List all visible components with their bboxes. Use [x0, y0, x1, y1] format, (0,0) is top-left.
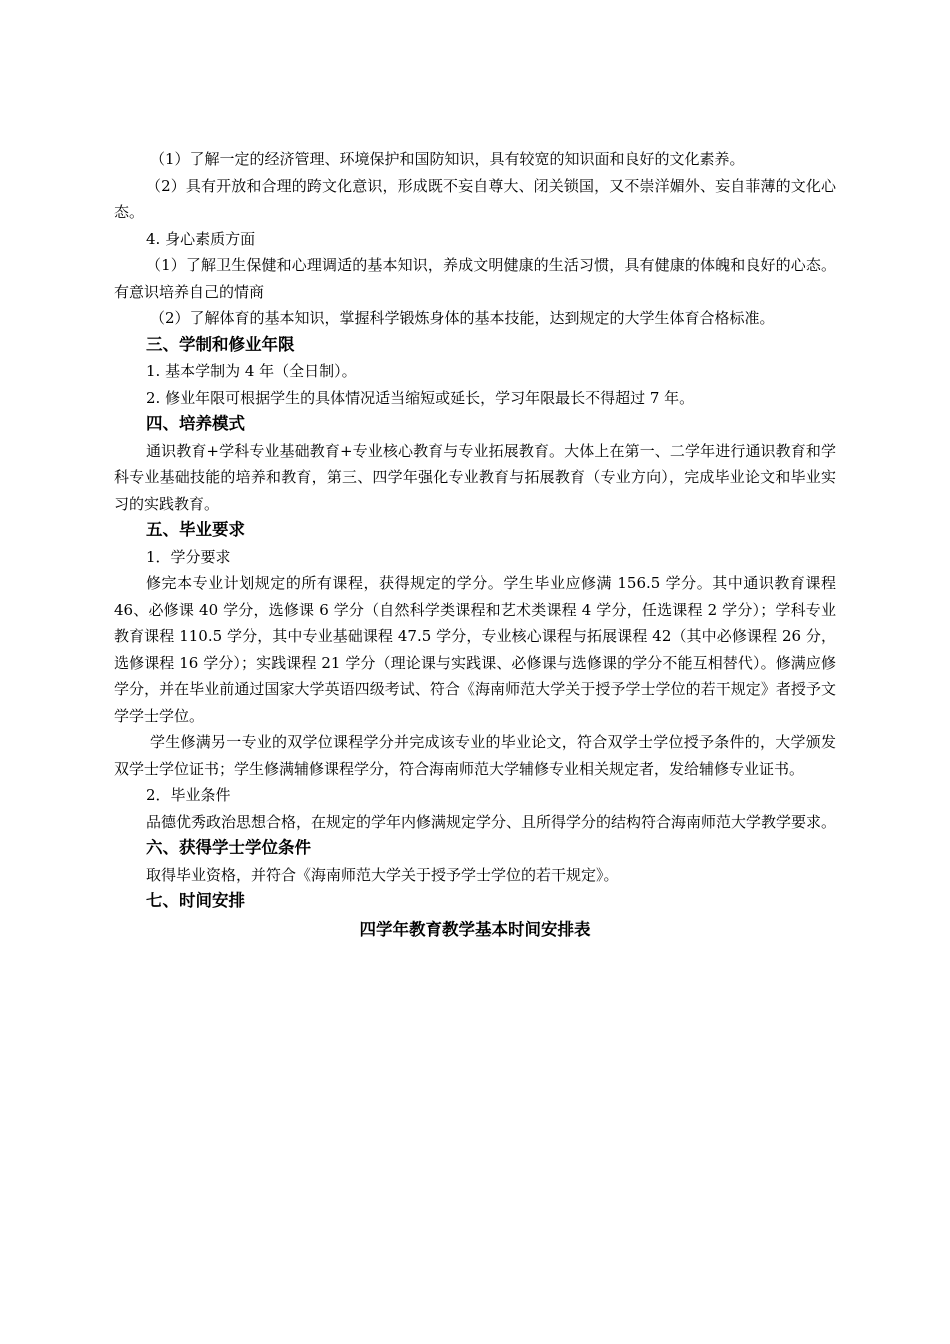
- paragraph-degree-conditions: 取得毕业资格，并符合《海南师范大学关于授予学士学位的若干规定》。: [146, 865, 619, 884]
- paragraph-health-knowledge: （1）了解卫生保健和心理调适的基本知识，养成文明健康的生活习惯，具有健康的体魄和良好的心态。有意识培养自己的情商: [114, 256, 836, 301]
- paragraph-study-limit: 2. 修业年限可根据学生的具体情况适当缩短或延长，学习年限最长不得超过 7 年。: [146, 388, 695, 407]
- paragraph-economics-knowledge: （1）了解一定的经济管理、环境保护和国防知识，具有较宽的知识面和良好的文化素养。: [150, 150, 745, 168]
- subheading-graduation-conditions: 2．毕业条件: [146, 786, 231, 804]
- paragraph-sports-knowledge: （2）了解体育的基本知识，掌握科学锻炼身体的基本技能，达到规定的大学生体育合格标准。: [150, 309, 775, 327]
- paragraph-credit-details: 修完本专业计划规定的所有课程，获得规定的学分。学生毕业应修满 156.5 学分。其中通识教育课程 46、必修课 40 学分，选修课 6 学分（自然科学类课程和艺术类课程 4 学分，任选课程 2 学分）；学科专业教育课程 110.5 学分，其中专业基础课程 47.5 学分，专业核心课程与拓展课程 42（其中必修课程 26 分，选修课程 16 学分）；实践课程 21 学分（理论课与实践课、必修课与选修课的学分不能互相替代）。修满应修学分，并在毕业前通过国家大学英语四级考试、符合《海南师范大学关于授予学士学位的若干规定》者授予文学学士学位。: [114, 574, 836, 725]
- section-heading-training-mode: 四、培养模式: [146, 414, 245, 433]
- paragraph-basic-duration: 1. 基本学制为 4 年（全日制）。: [146, 362, 357, 380]
- paragraph-training-mode: 通识教育+学科专业基础教育+专业核心教育与专业拓展教育。大体上在第一、二学年进行通识教育和学科专业基础技能的培养和教育，第三、四学年强化专业教育与拓展教育（专业方向），完成毕业论文和毕业实习的实践教育。: [114, 441, 836, 513]
- subheading-physical-mental: 4. 身心素质方面: [146, 229, 256, 248]
- section-heading-degree-conditions: 六、获得学士学位条件: [146, 838, 311, 857]
- section-heading-schedule: 七、时间安排: [146, 891, 245, 910]
- section-heading-graduation-requirements: 五、毕业要求: [146, 520, 245, 539]
- paragraph-double-degree: 学生修满另一专业的双学位课程学分并完成该专业的毕业论文，符合双学士学位授予条件的，大学颁发双学士学位证书；学生修满辅修课程学分，符合海南师范大学辅修专业相关规定者，发给辅修专业证书。: [114, 733, 836, 778]
- subheading-credit-requirements: 1．学分要求: [146, 547, 231, 566]
- paragraph-graduation-conditions: 品德优秀政治思想合格，在规定的学年内修满规定学分、且所得学分的结构符合海南师范大学教学要求。: [146, 812, 837, 831]
- table-title: 四学年教育教学基本时间安排表: [359, 919, 591, 939]
- paragraph-cross-cultural: （2）具有开放和合理的跨文化意识，形成既不妄自尊大、闭关锁国，又不崇洋媚外、妄自菲薄的文化心态。: [114, 176, 836, 221]
- section-heading-duration: 三、学制和修业年限: [146, 334, 295, 354]
